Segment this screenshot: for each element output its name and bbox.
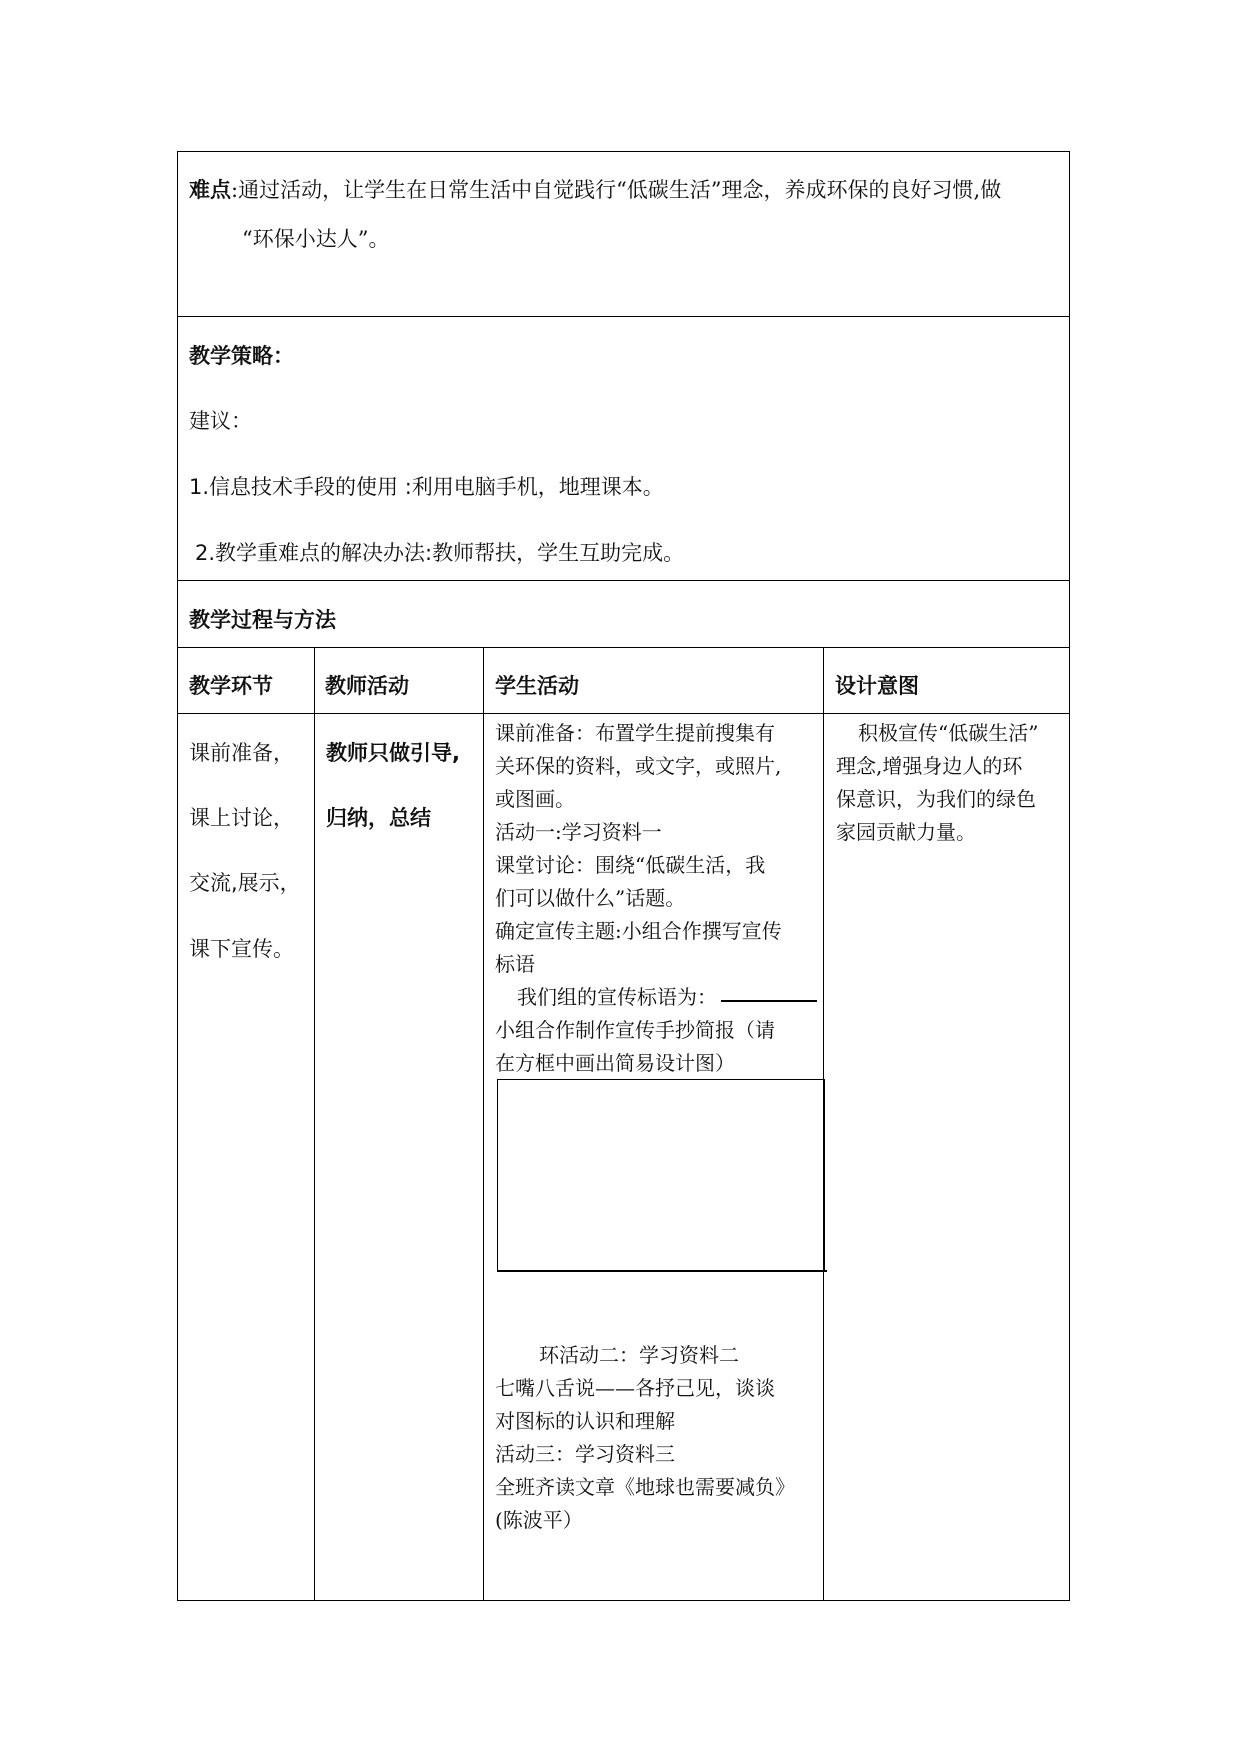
student-activity-line: 或图画。	[495, 787, 575, 811]
student-activity-line: 课前准备：布置学生提前搜集有	[495, 721, 775, 745]
stage-item: 交流,展示，	[189, 871, 301, 895]
column-header-student: 学生活动	[495, 674, 579, 698]
student-activity-line: 七嘴八舌说——各抒己见，谈谈	[495, 1376, 775, 1400]
stage-item: 课前准备，	[189, 741, 294, 765]
teacher-activity-line: 教师只做引导,	[326, 741, 460, 765]
stage-item: 课下宣传。	[189, 937, 294, 961]
student-activity-line: 活动一:学习资料一	[495, 820, 662, 844]
difficulty-label: 难点	[189, 178, 231, 202]
student-activity-line: 全班齐读文章《地球也需要减负》	[495, 1475, 795, 1499]
process-title: 教学过程与方法	[189, 608, 336, 632]
design-drawing-box	[497, 1079, 825, 1272]
strategy-suggest: 建议：	[189, 409, 252, 433]
slogan-blank	[721, 1000, 817, 1002]
design-intent-line: 家园贡献力量。	[836, 820, 976, 844]
slogan-text: 我们组的宣传标语为	[517, 985, 697, 1009]
row-divider	[177, 316, 1070, 317]
student-activity-line: (陈波平）	[495, 1508, 583, 1532]
row-divider	[177, 647, 1070, 648]
slogan-colon: ：	[697, 985, 717, 1009]
student-activity-line: 活动三：学习资料三	[495, 1442, 675, 1466]
difficulty-line1	[189, 174, 1001, 204]
student-activity-line: 关环保的资料，或文字，或照片,	[495, 754, 782, 778]
student-activity-line: 确定宣传主题:小组合作撰写宣传	[495, 919, 782, 943]
column-divider	[483, 647, 484, 1601]
stage-item: 课上讨论，	[189, 806, 294, 830]
row-divider	[177, 713, 1070, 714]
student-activity-line: 课堂讨论：围绕“低碳生活，我	[495, 853, 766, 877]
design-intent-line: 保意识，为我们的绿色	[836, 787, 1036, 811]
student-activity-line: 环活动二：学习资料二	[539, 1343, 739, 1367]
design-drawing-box-bottom	[497, 1270, 827, 1272]
strategy-item-2: 2.教学重难点的解决办法:教师帮扶，学生互助完成。	[195, 541, 685, 565]
strategy-item-1: 1.信息技术手段的使用 :利用电脑手机，地理课本。	[189, 475, 664, 499]
student-activity-line: 在方框中画出简易设计图）	[495, 1051, 735, 1075]
student-activity-line: 们可以做什么”话题。	[495, 886, 686, 910]
difficulty-text: :通过活动，让学生在日常生活中自觉践行“低碳生活”理念，养成环保的良好习惯,做	[231, 178, 1002, 202]
student-activity-line: 小组合作制作宣传手抄简报（请	[495, 1018, 775, 1042]
student-activity-line: 对图标的认识和理解	[495, 1409, 675, 1433]
design-intent-line: 积极宣传“低碳生活”	[858, 721, 1039, 745]
slogan-line	[517, 981, 817, 1010]
column-header-teacher: 教师活动	[325, 674, 409, 698]
column-header-intent: 设计意图	[835, 674, 919, 698]
column-divider	[314, 647, 315, 1601]
strategy-title: 教学策略：	[189, 344, 294, 368]
column-header-stage: 教学环节	[189, 674, 273, 698]
difficulty-line2: “环保小达人”。	[242, 227, 390, 251]
design-intent-line: 理念,增强身边人的环	[836, 754, 1023, 778]
student-activity-line: 标语	[495, 952, 535, 976]
teacher-activity-line: 归纳，总结	[326, 806, 431, 830]
row-divider	[177, 580, 1070, 581]
